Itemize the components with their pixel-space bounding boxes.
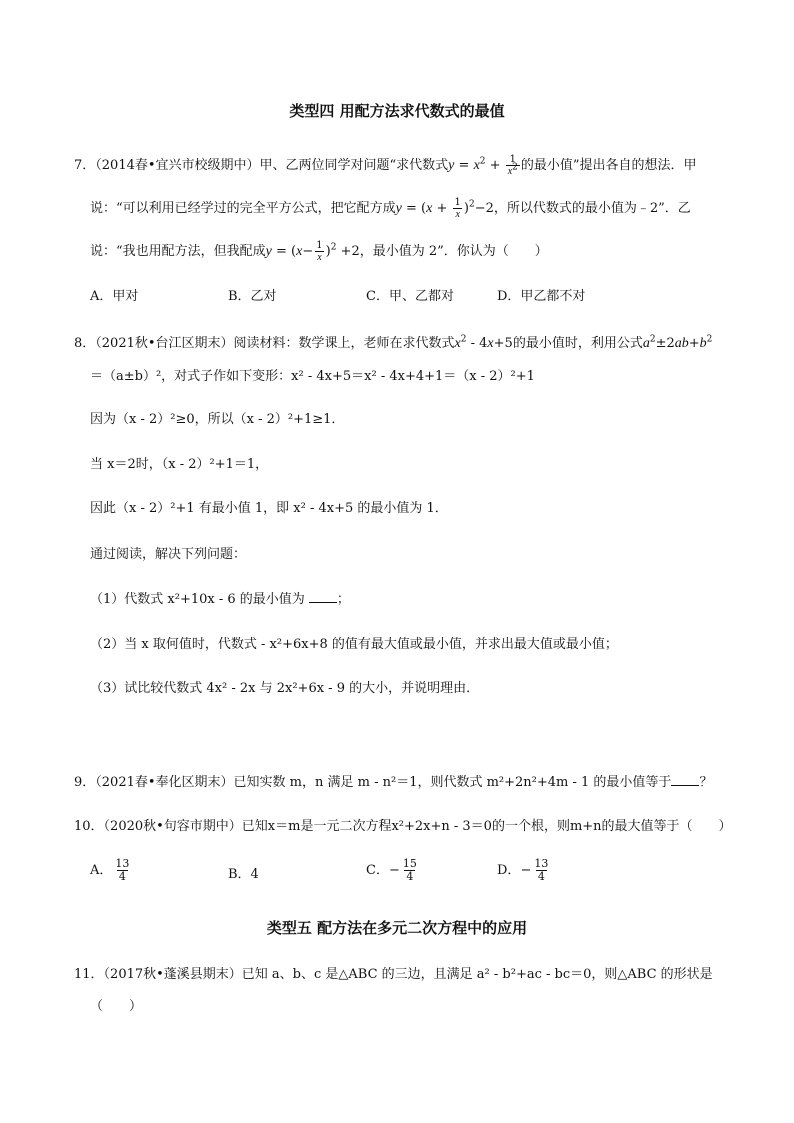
q10-option-b: B．4 xyxy=(228,867,259,882)
q8-line-4: 当 x＝2时，（x - 2）²+1＝1， xyxy=(90,457,269,472)
q8-expr-1a: $x^2 - 4x+5$ xyxy=(454,334,513,351)
q11-line-1: 11．（2017秋•蓬溪县期末）已知 a、b、c 是△ABC 的三边，且满足 a² - b²+ac - bc＝0，则△ABC 的形状是 xyxy=(74,967,713,982)
q9-line xyxy=(74,773,712,792)
q7-text-2a: 说：“可以利用已经学过的完全平方公式，把它配方成 xyxy=(90,201,396,216)
q9-text: 9．（2021春•奉化区期末）已知实数 m，n 满足 m - n²＝1，则代数式 m²+2n²+4m - 1 的最小值等于 xyxy=(74,775,672,790)
q10-option-d: D．− $\frac{13}{4}$ xyxy=(497,857,549,883)
q8-text-1a: 8．（2021秋•台江区期末）阅读材料：数学课上，老师在求代数式 xyxy=(74,336,455,351)
q7-option-a: A．甲对 xyxy=(90,289,139,304)
q8-part-2: （2）当 x 取何值时，代数式 - x²+6x+8 的值有最大值或最小值，并求出最大值或最小值； xyxy=(90,637,618,652)
q7-option-b: B．乙对 xyxy=(228,289,277,304)
q7-option-c: C．甲、乙都对 xyxy=(366,289,454,304)
q8-line-3: 因为（x - 2）²≥0，所以（x - 2）²+1≥1． xyxy=(90,412,345,427)
q7-text-1a: 7．（2014春•宜兴市校级期中）甲、乙两位同学对问题“求代数式 xyxy=(74,158,449,173)
q8-part-1 xyxy=(90,590,350,609)
q9-end: ？ xyxy=(699,775,713,790)
q7-line-1 xyxy=(74,154,697,177)
q8-part-1-text: （1）代数式 x²+10x - 6 的最小值为 xyxy=(90,592,305,607)
q8-part-3: （3）试比较代数式 4x² - 2x 与 2x²+6x - 9 的大小，并说明理由． xyxy=(90,681,480,696)
q7-line-3 xyxy=(90,240,548,263)
q7-text-3a: 说：“我也用配方法，但我配成 xyxy=(90,244,266,259)
answer-blank xyxy=(309,590,337,603)
q7-option-d: D．甲乙都不对 xyxy=(497,289,586,304)
answer-blank xyxy=(671,773,699,786)
q8-expr-1b: $a^2\pm 2ab+b^2$ xyxy=(642,334,713,351)
section-title-type5: 类型五 配方法在多元二次方程中的应用 xyxy=(266,919,528,937)
q8-line-2: ＝（a±b）²，对式子作如下变形：x² - 4x+5＝x² - 4x+4+1＝（x - 2）²+1 xyxy=(90,369,535,384)
q7-expr-1: $y = x^2$ + $\frac{1}{x^2}$ xyxy=(448,154,518,177)
q7-expr-2: y = (x + $\frac{1}{x}$ )$^2$−2 xyxy=(395,197,494,220)
q7-text-2b: ，所以代数式的最小值为﹣2”．乙 xyxy=(493,201,691,216)
q8-part-1-end: ； xyxy=(336,592,350,607)
q8-line-6: 通过阅读，解决下列问题： xyxy=(90,547,247,562)
q10-option-c: C．− $\frac{15}{4}$ xyxy=(366,857,417,883)
q7-line-2 xyxy=(90,197,691,220)
section-title-type4: 类型四 用配方法求代数式的最值 xyxy=(289,102,505,120)
q8-text-1b: 的最小值时，利用公式 xyxy=(512,336,643,351)
q10-line: 10．（2020秋•句容市期中）已知x＝m是一元二次方程x²+2x+n - 3＝0的一个根，则m+n的最大值等于（ ） xyxy=(74,819,732,834)
q10-option-a: A． $\frac{13}{4}$ xyxy=(90,857,130,883)
q7-expr-3: y = (x− $\frac{1}{x}$ )$^2$ +2 xyxy=(265,240,360,263)
q11-line-2: （ ） xyxy=(90,999,143,1014)
q8-line-1 xyxy=(74,335,712,353)
q7-text-3b: ，最小值为 2”．你认为（ ） xyxy=(359,244,548,259)
q7-text-1b: 的最小值”提出各自的想法．甲 xyxy=(520,158,697,173)
q8-line-5: 因此（x - 2）²+1 有最小值 1，即 x² - 4x+5 的最小值为 1． xyxy=(90,501,448,516)
